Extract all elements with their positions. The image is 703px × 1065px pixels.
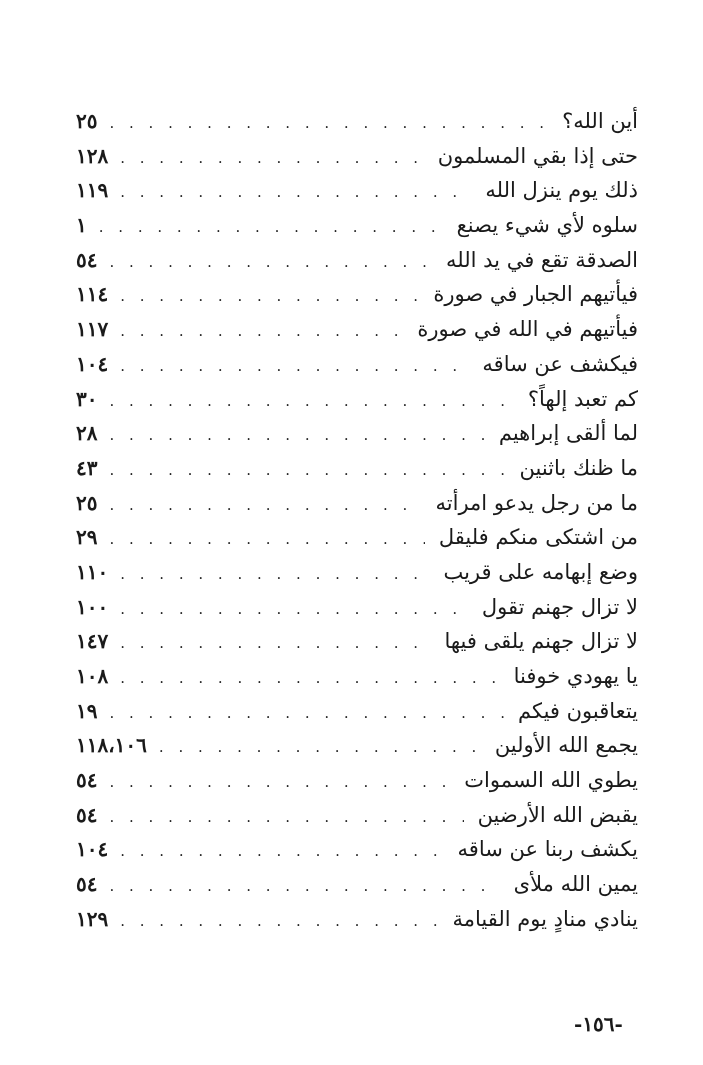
entry-title: فيأتيهم الجبار في صورة <box>433 282 638 307</box>
dot-leader <box>109 696 504 731</box>
entry-title: حتى إذا بقي المسلمون <box>437 143 638 168</box>
dot-leader <box>120 349 468 384</box>
dot-leader <box>120 626 430 661</box>
entry-title: ما من رجل يدعو امرأته <box>435 490 638 515</box>
entry-page: ١١٠ <box>76 559 109 584</box>
entry-title: الصدقة تقع في يد الله <box>446 247 638 272</box>
entry-title: ينادي منادٍ يوم القيامة <box>452 906 638 931</box>
entry-page: ١٤٧ <box>76 629 109 654</box>
index-entry <box>76 902 638 937</box>
entry-page: ١٠٤ <box>76 837 109 862</box>
entry-title: كم تعبد إلهاً؟ <box>527 386 638 411</box>
index-entry <box>76 416 638 451</box>
dot-leader <box>109 869 499 904</box>
index-entry <box>76 347 638 382</box>
index-entry <box>76 867 638 902</box>
entry-page: ١١٨،١٠٦ <box>76 733 147 758</box>
entry-title: يمين الله ملأى <box>513 872 638 897</box>
dot-leader <box>120 141 423 176</box>
entry-page: ٢٩ <box>76 525 98 550</box>
dot-leader <box>109 488 421 523</box>
entry-title: فيأتيهم في الله في صورة <box>417 317 638 342</box>
entry-page: ٢٨ <box>76 421 98 446</box>
entry-page: ١١٩ <box>76 178 109 203</box>
entry-title: من اشتكى منكم فليقل <box>438 525 638 550</box>
entry-page: ٥٤ <box>76 247 98 272</box>
entry-title: يجمع الله الأولين <box>494 733 638 758</box>
index-entry <box>76 798 638 833</box>
dot-leader <box>109 522 424 557</box>
entry-page: ١ <box>76 213 87 238</box>
dot-leader <box>120 557 429 592</box>
entry-page: ٢٥ <box>76 109 98 133</box>
entry-page: ١١٧ <box>76 317 109 342</box>
index-entry <box>76 173 638 208</box>
dot-leader <box>109 106 548 141</box>
dot-leader <box>109 800 463 835</box>
index-entry <box>76 624 638 659</box>
entry-page: ١١٤ <box>76 282 109 307</box>
entry-title: أين الله؟ <box>562 109 638 133</box>
index-entry <box>76 277 638 312</box>
index-entry <box>76 104 638 139</box>
dot-leader <box>120 834 443 869</box>
dot-leader <box>120 279 419 314</box>
entry-page: ٥٤ <box>76 802 98 827</box>
entry-page: ٥٤ <box>76 872 98 897</box>
entry-page: ١٠٨ <box>76 664 109 688</box>
index-entry <box>76 694 638 729</box>
dot-leader <box>120 661 499 696</box>
index-entry <box>76 832 638 867</box>
index-entry <box>76 590 638 625</box>
entry-title: يتعاقبون فيكم <box>518 698 638 723</box>
entry-page: ١٠٤ <box>76 351 109 376</box>
entry-title: لا تزال جهنم تقول <box>481 594 638 619</box>
entry-title: يقبض الله الأرضين <box>477 802 638 827</box>
index-entry <box>76 243 638 278</box>
entry-page: ٢٥ <box>76 490 98 515</box>
index-entry <box>76 728 638 763</box>
index-entry <box>76 659 638 694</box>
dot-leader <box>109 453 505 488</box>
dot-leader <box>120 592 468 627</box>
entry-page: ٥٤ <box>76 768 98 793</box>
entry-title: فيكشف عن ساقه <box>482 351 638 376</box>
entry-title: وضع إبهامه على قريب <box>443 559 638 584</box>
page-number: -١٥٦- <box>574 1012 623 1036</box>
index-entry <box>76 763 638 798</box>
entry-page: ١٢٨ <box>76 143 109 168</box>
entry-page: ١٢٩ <box>76 906 109 931</box>
entry-title: لما ألقى إبراهيم <box>498 421 638 446</box>
entry-page: ٣٠ <box>76 386 98 411</box>
entry-page: ١٩ <box>76 698 98 723</box>
index-entry <box>76 555 638 590</box>
dot-leader <box>99 210 443 245</box>
index-entry <box>76 139 638 174</box>
dot-leader <box>109 384 513 419</box>
entry-title: ذلك يوم ينزل الله <box>485 178 638 203</box>
index-entry <box>76 208 638 243</box>
hadith-index-list <box>76 104 638 937</box>
entry-title: يا يهودي خوفنا <box>513 664 638 688</box>
entry-title: ما ظنك باثنين <box>519 455 638 480</box>
dot-leader <box>109 418 484 453</box>
dot-leader <box>159 730 481 765</box>
index-entry <box>76 451 638 486</box>
entry-page: ١٠٠ <box>76 594 109 619</box>
index-entry <box>76 382 638 417</box>
dot-leader <box>120 314 403 349</box>
entry-page: ٤٣ <box>76 455 98 480</box>
dot-leader <box>109 765 450 800</box>
dot-leader <box>120 904 438 939</box>
dot-leader <box>109 245 432 280</box>
index-entry <box>76 312 638 347</box>
index-entry <box>76 486 638 521</box>
entry-title: يطوي الله السموات <box>464 768 638 793</box>
entry-title: سلوه لأي شيء يصنع <box>456 213 638 238</box>
entry-title: يكشف ربنا عن ساقه <box>457 837 638 862</box>
index-entry <box>76 520 638 555</box>
entry-title: لا تزال جهنم يلقى فيها <box>444 629 638 654</box>
dot-leader <box>120 175 471 210</box>
